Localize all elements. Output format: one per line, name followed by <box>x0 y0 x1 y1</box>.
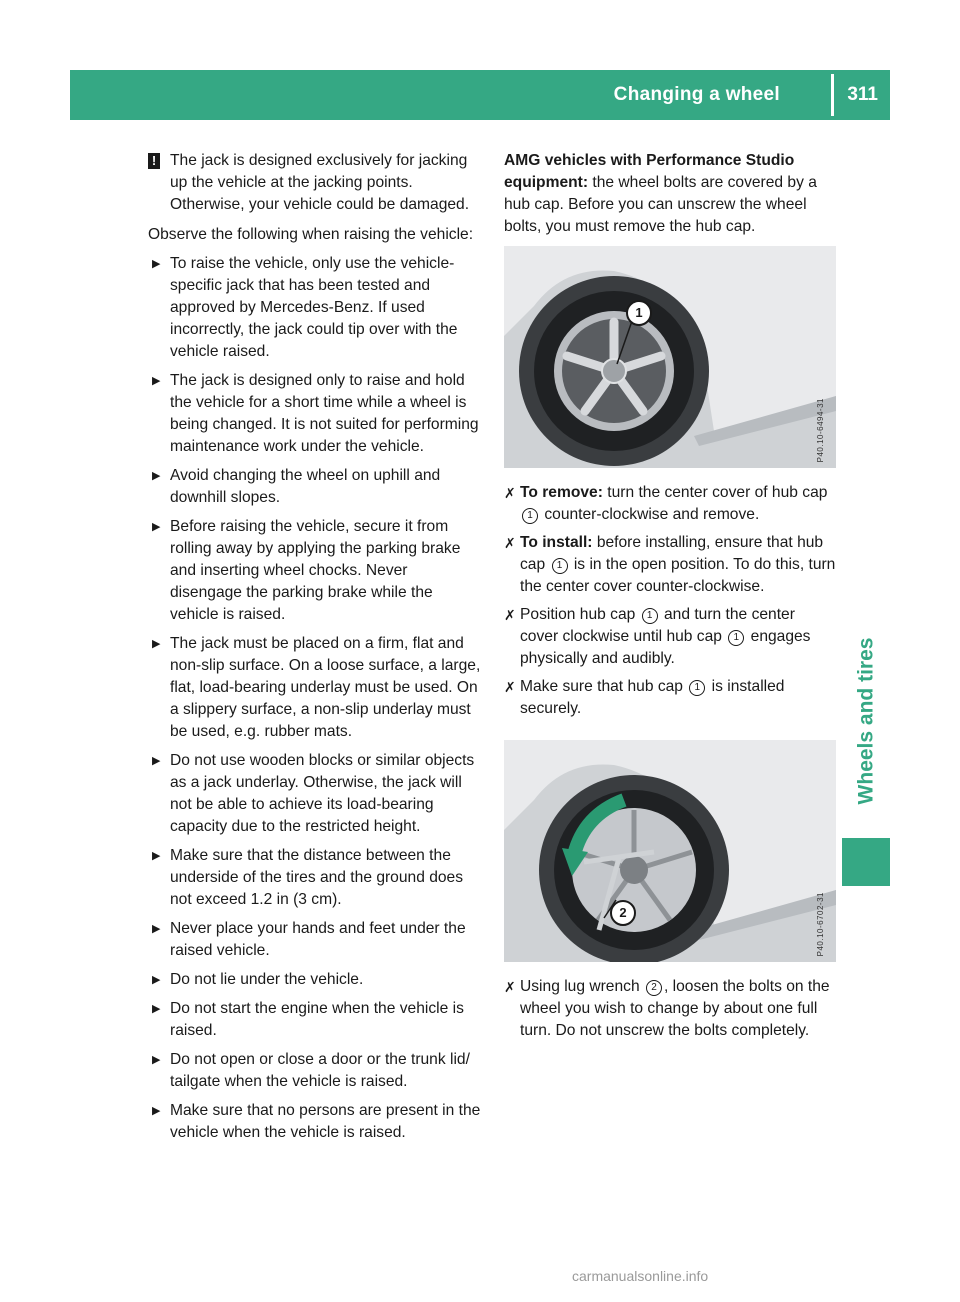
header-divider <box>831 74 834 116</box>
step-arrow-icon: ✗ <box>504 485 516 501</box>
figure-callout-2: 2 <box>610 900 636 926</box>
list-item <box>148 465 482 509</box>
list-item-text: Never place your hands and feet under the raised vehicle. <box>170 920 466 959</box>
figure-code: P40.10-6494-31 <box>816 397 825 462</box>
bullet-icon: ▶ <box>152 1054 161 1066</box>
list-item <box>148 998 482 1042</box>
list-item <box>148 1100 482 1144</box>
step-text: and turn the center cover clockwise until hub cap <box>520 606 795 645</box>
wheel-illustration <box>504 246 836 468</box>
list-item <box>148 969 482 991</box>
left-column <box>148 150 482 1151</box>
right-column <box>504 150 836 1048</box>
list-item-text: Before raising the vehicle, secure it from rolling away by applying the parking brake and inserting wheel chocks. Never disengage the parking brake while the vehicle is raised. <box>170 518 461 623</box>
intro-text: Observe the following when raising the vehicle: <box>148 226 474 243</box>
amg-text: the wheel bolts are covered by a hub cap. Before you can unscrew the wheel bolts, you must remove the hub cap. <box>504 174 817 235</box>
step-install <box>504 532 836 598</box>
step-arrow-icon: ✗ <box>504 607 516 623</box>
bullet-icon: ▶ <box>152 755 161 767</box>
step-ensure <box>504 676 836 720</box>
hub-cap-figure <box>504 246 836 468</box>
page-number: 311 <box>847 84 878 105</box>
bullet-icon: ▶ <box>152 974 161 986</box>
list-item-text: The jack must be placed on a firm, flat and non-slip surface. On a loose surface, a large, flat, load-bearing underlay must be used. On a slippery surface, a non-slip underlay must be used, e.g. rubber mats. <box>170 635 481 740</box>
figure-callout-1: 1 <box>626 300 652 326</box>
list-item-text: Do not use wooden blocks or similar objects as a jack underlay. Otherwise, the jack will not be able to achieve its load-bearing capacity due to the restricted height. <box>170 752 475 835</box>
step-text: is in the open position. To do this, turn the center cover counter-clockwise. <box>520 556 836 595</box>
warning-icon: ! <box>148 153 160 169</box>
list-item <box>148 253 482 363</box>
side-tab-marker <box>842 838 890 886</box>
list-item-text: Do not open or close a door or the trunk lid/ tailgate when the vehicle is raised. <box>170 1051 470 1090</box>
step-text: Using lug wrench <box>520 978 640 995</box>
warning-text: The jack is designed exclusively for jacking up the vehicle at the jacking points. Otherwise, your vehicle could be damaged. <box>170 152 470 213</box>
warning-note <box>148 150 482 216</box>
list-item-text: Do not start the engine when the vehicle is raised. <box>170 1000 464 1039</box>
list-item-text: To raise the vehicle, only use the vehicle-specific jack that has been tested and approved by Mercedes-Benz. If used incorrectly, the jack could tip over with the vehicle raised. <box>170 255 458 360</box>
callout-1-icon: 1 <box>728 630 744 646</box>
list-item <box>148 1049 482 1093</box>
figure-code: P40.10-6702-31 <box>816 891 825 956</box>
step-text: , loosen the bolts on the wheel you wish to change by about one full turn. Do not unscrew the bolts completely. <box>520 978 830 1039</box>
bullet-icon: ▶ <box>152 521 161 533</box>
bullet-icon: ▶ <box>152 923 161 935</box>
amg-paragraph <box>504 150 836 238</box>
amg-heading: AMG vehicles with Performance Studio equipment: <box>504 152 795 191</box>
step-text: counter-clockwise and remove. <box>544 506 760 523</box>
hub-cap-steps <box>504 482 836 720</box>
side-tab-label: Wheels and tires <box>854 637 878 805</box>
callout-1-icon: 1 <box>522 508 538 524</box>
list-item <box>148 750 482 838</box>
step-arrow-icon: ✗ <box>504 535 516 551</box>
list-item <box>148 918 482 962</box>
list-item-text: The jack is designed only to raise and hold the vehicle for a short time while a wheel is being changed. It is not suited for performing maintenance work under the vehicle. <box>170 372 479 455</box>
list-item-text: Make sure that the distance between the underside of the tires and the ground does not exceed 1.2 in (3 cm). <box>170 847 464 908</box>
step-remove <box>504 482 836 526</box>
list-item-text: Do not lie under the vehicle. <box>170 971 364 988</box>
step-text: turn the center cover of hub cap <box>607 484 828 501</box>
list-item-text: Avoid changing the wheel on uphill and downhill slopes. <box>170 467 441 506</box>
callout-1-icon: 1 <box>642 608 658 624</box>
page-title: Changing a wheel <box>613 84 780 105</box>
callout-1-icon: 1 <box>689 680 705 696</box>
step-text: is installed securely. <box>520 678 785 717</box>
bullet-icon: ▶ <box>152 1003 161 1015</box>
list-item <box>148 845 482 911</box>
watermark: carmanualsonline.info <box>572 1268 709 1284</box>
lug-wrench-illustration <box>504 740 836 962</box>
callout-2-icon: 2 <box>646 980 662 996</box>
step-text: before installing, ensure that hub cap <box>520 534 824 573</box>
step-text: engages physically and audibly. <box>520 628 811 667</box>
bullet-icon: ▶ <box>152 470 161 482</box>
bullet-icon: ▶ <box>152 258 161 270</box>
step-loosen <box>504 976 836 1042</box>
step-arrow-icon: ✗ <box>504 679 516 695</box>
list-item-text: Make sure that no persons are present in the vehicle when the vehicle is raised. <box>170 1102 481 1141</box>
lug-wrench-steps <box>504 976 836 1042</box>
step-label: To install: <box>520 534 593 551</box>
step-position <box>504 604 836 670</box>
side-tab <box>842 616 890 826</box>
step-text: Position hub cap <box>520 606 636 623</box>
bullet-icon: ▶ <box>152 375 161 387</box>
bullet-icon: ▶ <box>152 638 161 650</box>
list-item <box>148 633 482 743</box>
step-label: To remove: <box>520 484 603 501</box>
list-item <box>148 516 482 626</box>
header-bar <box>70 70 890 120</box>
precaution-list <box>148 253 482 1144</box>
callout-1-icon: 1 <box>552 558 568 574</box>
step-arrow-icon: ✗ <box>504 979 516 995</box>
step-text: Make sure that hub cap <box>520 678 683 695</box>
lug-wrench-figure <box>504 740 836 962</box>
bullet-icon: ▶ <box>152 1105 161 1117</box>
list-item <box>148 370 482 458</box>
bullet-icon: ▶ <box>152 850 161 862</box>
